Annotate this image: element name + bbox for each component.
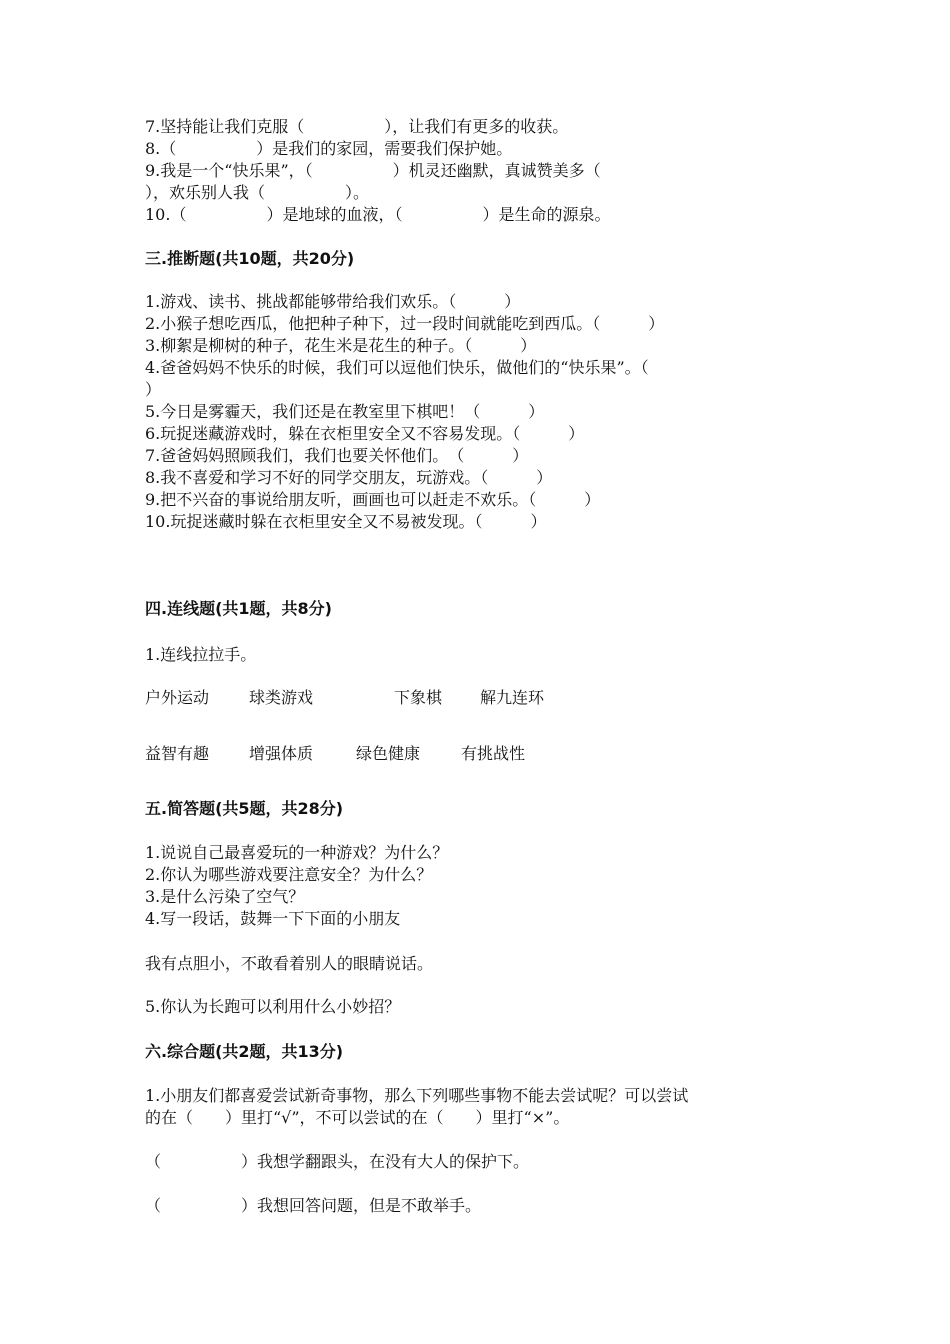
judge-item-7: 7.爸爸妈妈照顾我们，我们也要关怀他们。 （ ） — [145, 446, 529, 465]
fill-item-10: 10.（ ）是地球的血液，（ ）是生命的源泉。 — [145, 205, 611, 224]
comp-option-1: （ ）我想学翻跟头，在没有大人的保护下。 — [145, 1152, 530, 1171]
short-item-2: 2.你认为哪些游戏要注意安全？为什么？ — [145, 865, 433, 884]
section-4-title: 四.连线题(共1题，共8分) — [145, 599, 332, 618]
judge-item-2: 2.小猴子想吃西瓜，他把种子种下，过一段时间就能吃到西瓜。（ ） — [145, 314, 665, 333]
comp-question-line-1: 1.小朋友们都喜爱尝试新奇事物，那么下列哪些事物不能去尝试呢？可以尝试 — [145, 1086, 689, 1105]
judge-item-6: 6.玩捉迷藏游戏时，躲在衣柜里安全又不容易发现。（ ） — [145, 424, 585, 443]
match-top-2: 球类游戏 — [249, 688, 314, 707]
short-item-4-quote: 我有点胆小，不敢看着别人的眼睛说话。 — [145, 954, 434, 973]
fill-item-8: 8.（ ）是我们的家园，需要我们保护她。 — [145, 139, 513, 158]
section-5-title: 五.简答题(共5题，共28分) — [145, 799, 344, 818]
judge-item-4-cont: ） — [145, 380, 162, 399]
section-3-title: 三.推断题(共10题，共20分) — [145, 249, 355, 268]
judge-item-5: 5.今日是雾霾天，我们还是在教室里下棋吧！（ ） — [145, 402, 545, 421]
judge-item-10: 10.玩捉迷藏时躲在衣柜里安全又不易被发现。（ ） — [145, 512, 547, 531]
fill-item-9: 9.我是一个“快乐果”，（ ）机灵还幽默，真诚赞美多（ — [145, 161, 601, 180]
match-top-4: 解九连环 — [480, 688, 545, 707]
fill-item-7: 7.坚持能让我们克服（ ），让我们有更多的收获。 — [145, 117, 569, 136]
match-question: 1.连线拉拉手。 — [145, 645, 257, 664]
match-bottom-2: 增强体质 — [249, 744, 314, 763]
judge-item-3: 3.柳絮是柳树的种子，花生米是花生的种子。（ ） — [145, 336, 537, 355]
section-6-title: 六.综合题(共2题，共13分) — [145, 1042, 344, 1061]
match-bottom-1: 益智有趣 — [145, 744, 210, 763]
fill-item-9-cont: ），欢乐别人我（ ）。 — [145, 183, 370, 202]
short-item-4: 4.写一段话，鼓舞一下下面的小朋友 — [145, 909, 401, 928]
match-top-3: 下象棋 — [394, 688, 443, 707]
match-top-1: 户外运动 — [145, 688, 210, 707]
match-bottom-3: 绿色健康 — [356, 744, 421, 763]
short-item-3: 3.是什么污染了空气？ — [145, 887, 305, 906]
judge-item-9: 9.把不兴奋的事说给朋友听，画画也可以赶走不欢乐。（ ） — [145, 490, 601, 509]
judge-item-4: 4.爸爸妈妈不快乐的时候，我们可以逗他们快乐，做他们的“快乐果”。（ — [145, 358, 649, 377]
judge-item-8: 8.我不喜爱和学习不好的同学交朋友，玩游戏。（ ） — [145, 468, 553, 487]
short-item-5: 5.你认为长跑可以利用什么小妙招？ — [145, 997, 401, 1016]
short-item-1: 1.说说自己最喜爱玩的一种游戏？为什么？ — [145, 843, 449, 862]
comp-question-line-2: 的在（ ）里打“√”，不可以尝试的在（ ）里打“×”。 — [145, 1108, 570, 1127]
match-bottom-4: 有挑战性 — [461, 744, 526, 763]
comp-option-2: （ ）我想回答问题，但是不敢举手。 — [145, 1196, 482, 1215]
judge-item-1: 1.游戏、读书、挑战都能够带给我们欢乐。（ ） — [145, 292, 521, 311]
